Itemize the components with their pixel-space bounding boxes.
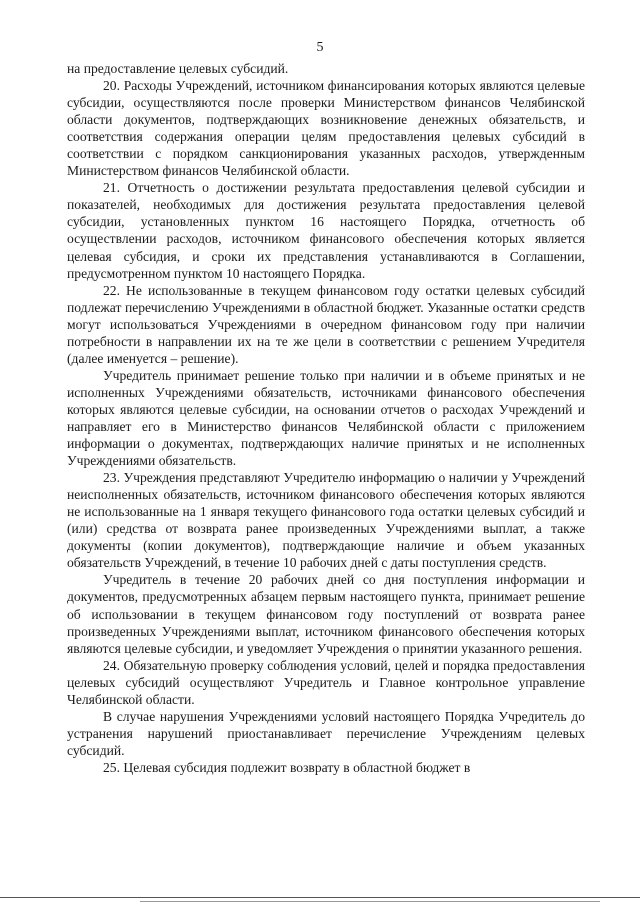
paragraph-20: 20. Расходы Учреждений, источником финансирования которых являются целевые субсидии, осуществляются после проверки Министерством финансов Челябинской области документов, подтверждающих возникновение денежных обязательств, и соответствия содержания операции целям предоставления целевых субсидий в соответствии с порядком санкционирования указанных расходов, утвержденным Министерством финансов Челябинской области. [67, 78, 585, 179]
paragraph-23-part-2: Учредитель в течение 20 рабочих дней со дня поступления информации и документов, предусмотренных абзацем первым настоящего пункта, принимает решение об использовании в текущем финансовом году поступлений от возврата ранее произведенных Учреждениями выплат, источником финансового обеспечения которых являются целевые субсидии, и уведомляет Учреждения о принятии указанного решения. [67, 572, 585, 656]
paragraph-continuation: на предоставление целевых субсидий. [67, 61, 289, 76]
paragraph-24-part-2: В случае нарушения Учреждениями условий настоящего Порядка Учредитель до устранения нарушений приостанавливает перечисление Учреждениям целевых субсидий. [67, 708, 585, 758]
paragraph-21: 21. Отчетность о достижении результата предоставления целевой субсидии и показателей, необходимых для достижения результата предоставления целевой субсидии, установленных пунктом 16 настоящего Порядка, отчетность об осуществлении расходов, источником финансового обеспечения которых является целевая субсидия, и сроки их представления устанавливаются в Соглашении, предусмотренном пунктом 10 настоящего Порядка. [67, 180, 585, 281]
scan-edge-line [0, 897, 640, 898]
paragraph-22: 22. Не использованные в текущем финансовом году остатки целевых субсидий подлежат перечислению Учреждениями в областной бюджет. Указанные остатки средств могут использоваться Учреждениями в очередном финансовом году при наличии потребности в направлении их на те же цели в соответствии с решением Учредителя (далее именуется – решение). [67, 282, 585, 366]
paragraph-25: 25. Целевая субсидия подлежит возврату в областной бюджет в [103, 759, 471, 775]
document-body [67, 60, 585, 776]
paragraph-23: 23. Учреждения представляют Учредителю информацию о наличии у Учреждений неисполненных обязательств, источником финансового обеспечения которых являются не использованные на 1 января текущего финансового года остатки целевых субсидий и (или) средства от возврата ранее произведенных Учреждениями выплат, а также документы (копии документов), подтверждающие наличие и объем указанных обязательств Учреждений, в течение 10 рабочих дней с даты поступления средств. [67, 470, 585, 571]
scan-edge-line-secondary [140, 901, 600, 902]
page-number: 5 [316, 40, 324, 55]
paragraph-24: 24. Обязательную проверку соблюдения условий, целей и порядка предоставления целевых субсидий осуществляют Учредитель и Главное контрольное управление Челябинской области. [67, 657, 585, 707]
paragraph-22-part-2: Учредитель принимает решение только при наличии и в объеме принятых и не исполненных Учреждениями обязательств, источниками финансового обеспечения которых являются целевые субсидии, на основании отчетов о расходах Учреждений и направляет его в Министерство финансов Челябинской области с приложением информации о документах, подтверждающих наличие принятых и не исполненных Учреждениями обязательств. [67, 367, 585, 469]
